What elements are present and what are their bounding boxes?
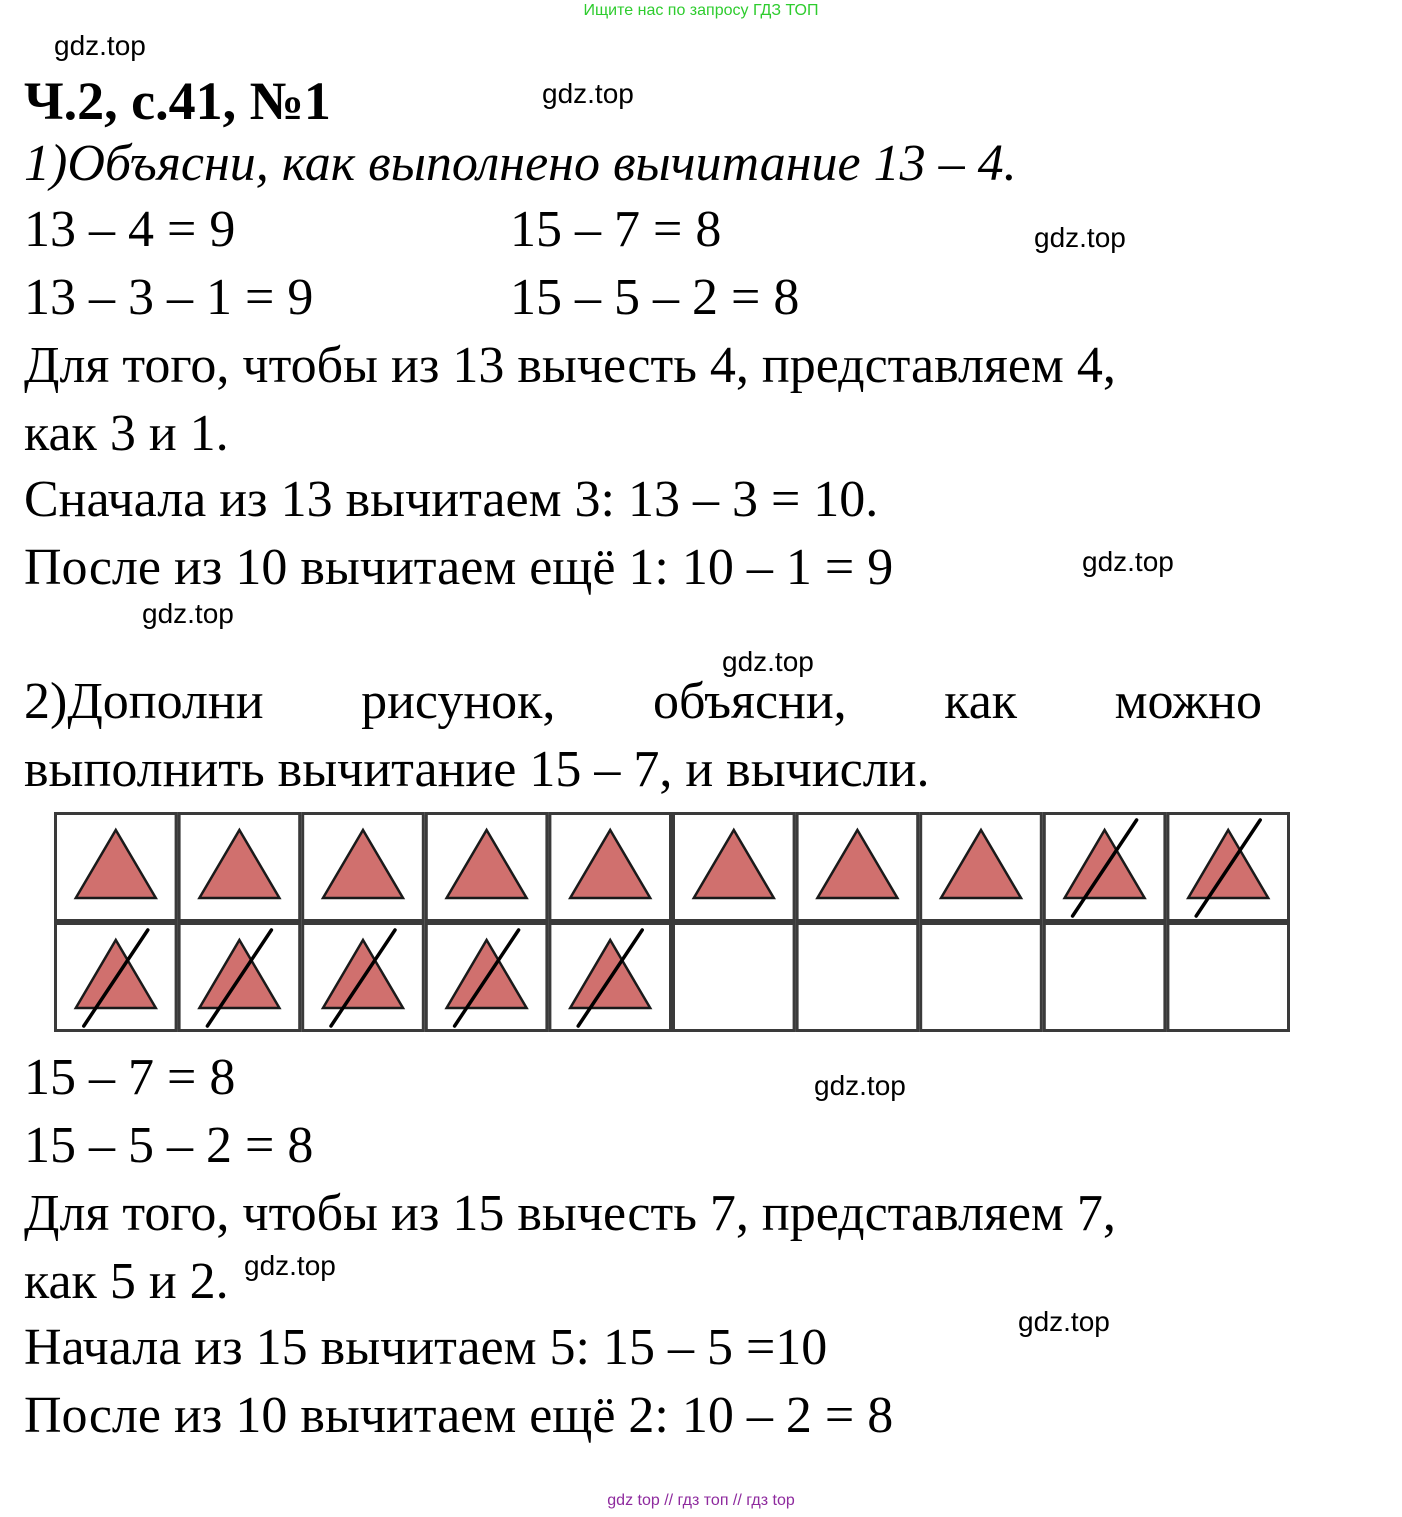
triangle	[1188, 830, 1268, 898]
prompt-word: как	[944, 673, 1018, 730]
grid-cell	[1044, 924, 1165, 1031]
triangle	[199, 830, 279, 898]
task1-equation: 15 – 5 – 2 = 8	[510, 269, 800, 326]
task2-explanation: как 5 и 2.	[24, 1253, 229, 1310]
triangle	[76, 830, 156, 898]
task1-equation: 15 – 7 = 8	[510, 201, 722, 258]
task1-prompt: 1)Объясни, как выполнено вычитание 13 – 4.	[24, 135, 1017, 192]
prompt-word: 2)Дополни	[24, 673, 264, 730]
watermark: gdz.top	[1018, 1306, 1110, 1337]
grid-cell	[797, 924, 918, 1031]
triangle	[817, 830, 897, 898]
prompt-word: объясни,	[652, 673, 847, 730]
triangle-grid	[54, 812, 1290, 1032]
watermark: gdz.top	[142, 598, 234, 629]
triangle	[1065, 830, 1145, 898]
task1-equation: 13 – 3 – 1 = 9	[24, 269, 314, 326]
prompt-word: можно	[1114, 673, 1262, 730]
triangle	[447, 940, 527, 1008]
task2-prompt-line2: выполнить вычитание 15 – 7, и вычисли.	[24, 741, 930, 798]
triangle	[447, 830, 527, 898]
task1-explanation: После из 10 вычитаем ещё 1: 10 – 1 = 9	[24, 539, 894, 596]
triangle	[76, 940, 156, 1008]
triangle	[570, 830, 650, 898]
watermark: gdz.top	[542, 78, 634, 109]
grid-cell	[1168, 924, 1289, 1031]
task2-equation: 15 – 5 – 2 = 8	[24, 1117, 314, 1174]
task1-explanation: как 3 и 1.	[24, 405, 229, 462]
triangle	[694, 830, 774, 898]
triangle	[323, 830, 403, 898]
watermark: gdz.top	[54, 30, 146, 61]
watermark: gdz.top	[244, 1250, 336, 1281]
top-banner: Ищите нас по запросу ГДЗ ТОП	[583, 2, 819, 19]
triangle	[323, 940, 403, 1008]
grid-cell	[921, 924, 1042, 1031]
task1-equation: 13 – 4 = 9	[24, 201, 236, 258]
task1-explanation: Сначала из 13 вычитаем 3: 13 – 3 = 10.	[24, 471, 879, 528]
task1-explanation: Для того, чтобы из 13 вычесть 4, представляем 4,	[24, 337, 1116, 394]
page-title: Ч.2, с.41, №1	[24, 71, 331, 131]
triangle	[199, 940, 279, 1008]
task2-equation: 15 – 7 = 8	[24, 1049, 236, 1106]
watermark: gdz.top	[1034, 222, 1126, 253]
task2-explanation: Начала из 15 вычитаем 5: 15 – 5 =10	[24, 1319, 828, 1376]
grid-cell	[674, 924, 795, 1031]
task2-explanation: После из 10 вычитаем ещё 2: 10 – 2 = 8	[24, 1387, 894, 1444]
triangle	[570, 940, 650, 1008]
task2-explanation: Для того, чтобы из 15 вычесть 7, представляем 7,	[24, 1185, 1116, 1242]
footer-watermark: gdz top // гдз топ // гдз top	[607, 1492, 795, 1509]
prompt-word: рисунок,	[361, 673, 556, 730]
watermark: gdz.top	[722, 646, 814, 677]
watermark: gdz.top	[1082, 546, 1174, 577]
task2-prompt-line1	[24, 672, 1262, 732]
triangle	[941, 830, 1021, 898]
watermark: gdz.top	[814, 1070, 906, 1101]
